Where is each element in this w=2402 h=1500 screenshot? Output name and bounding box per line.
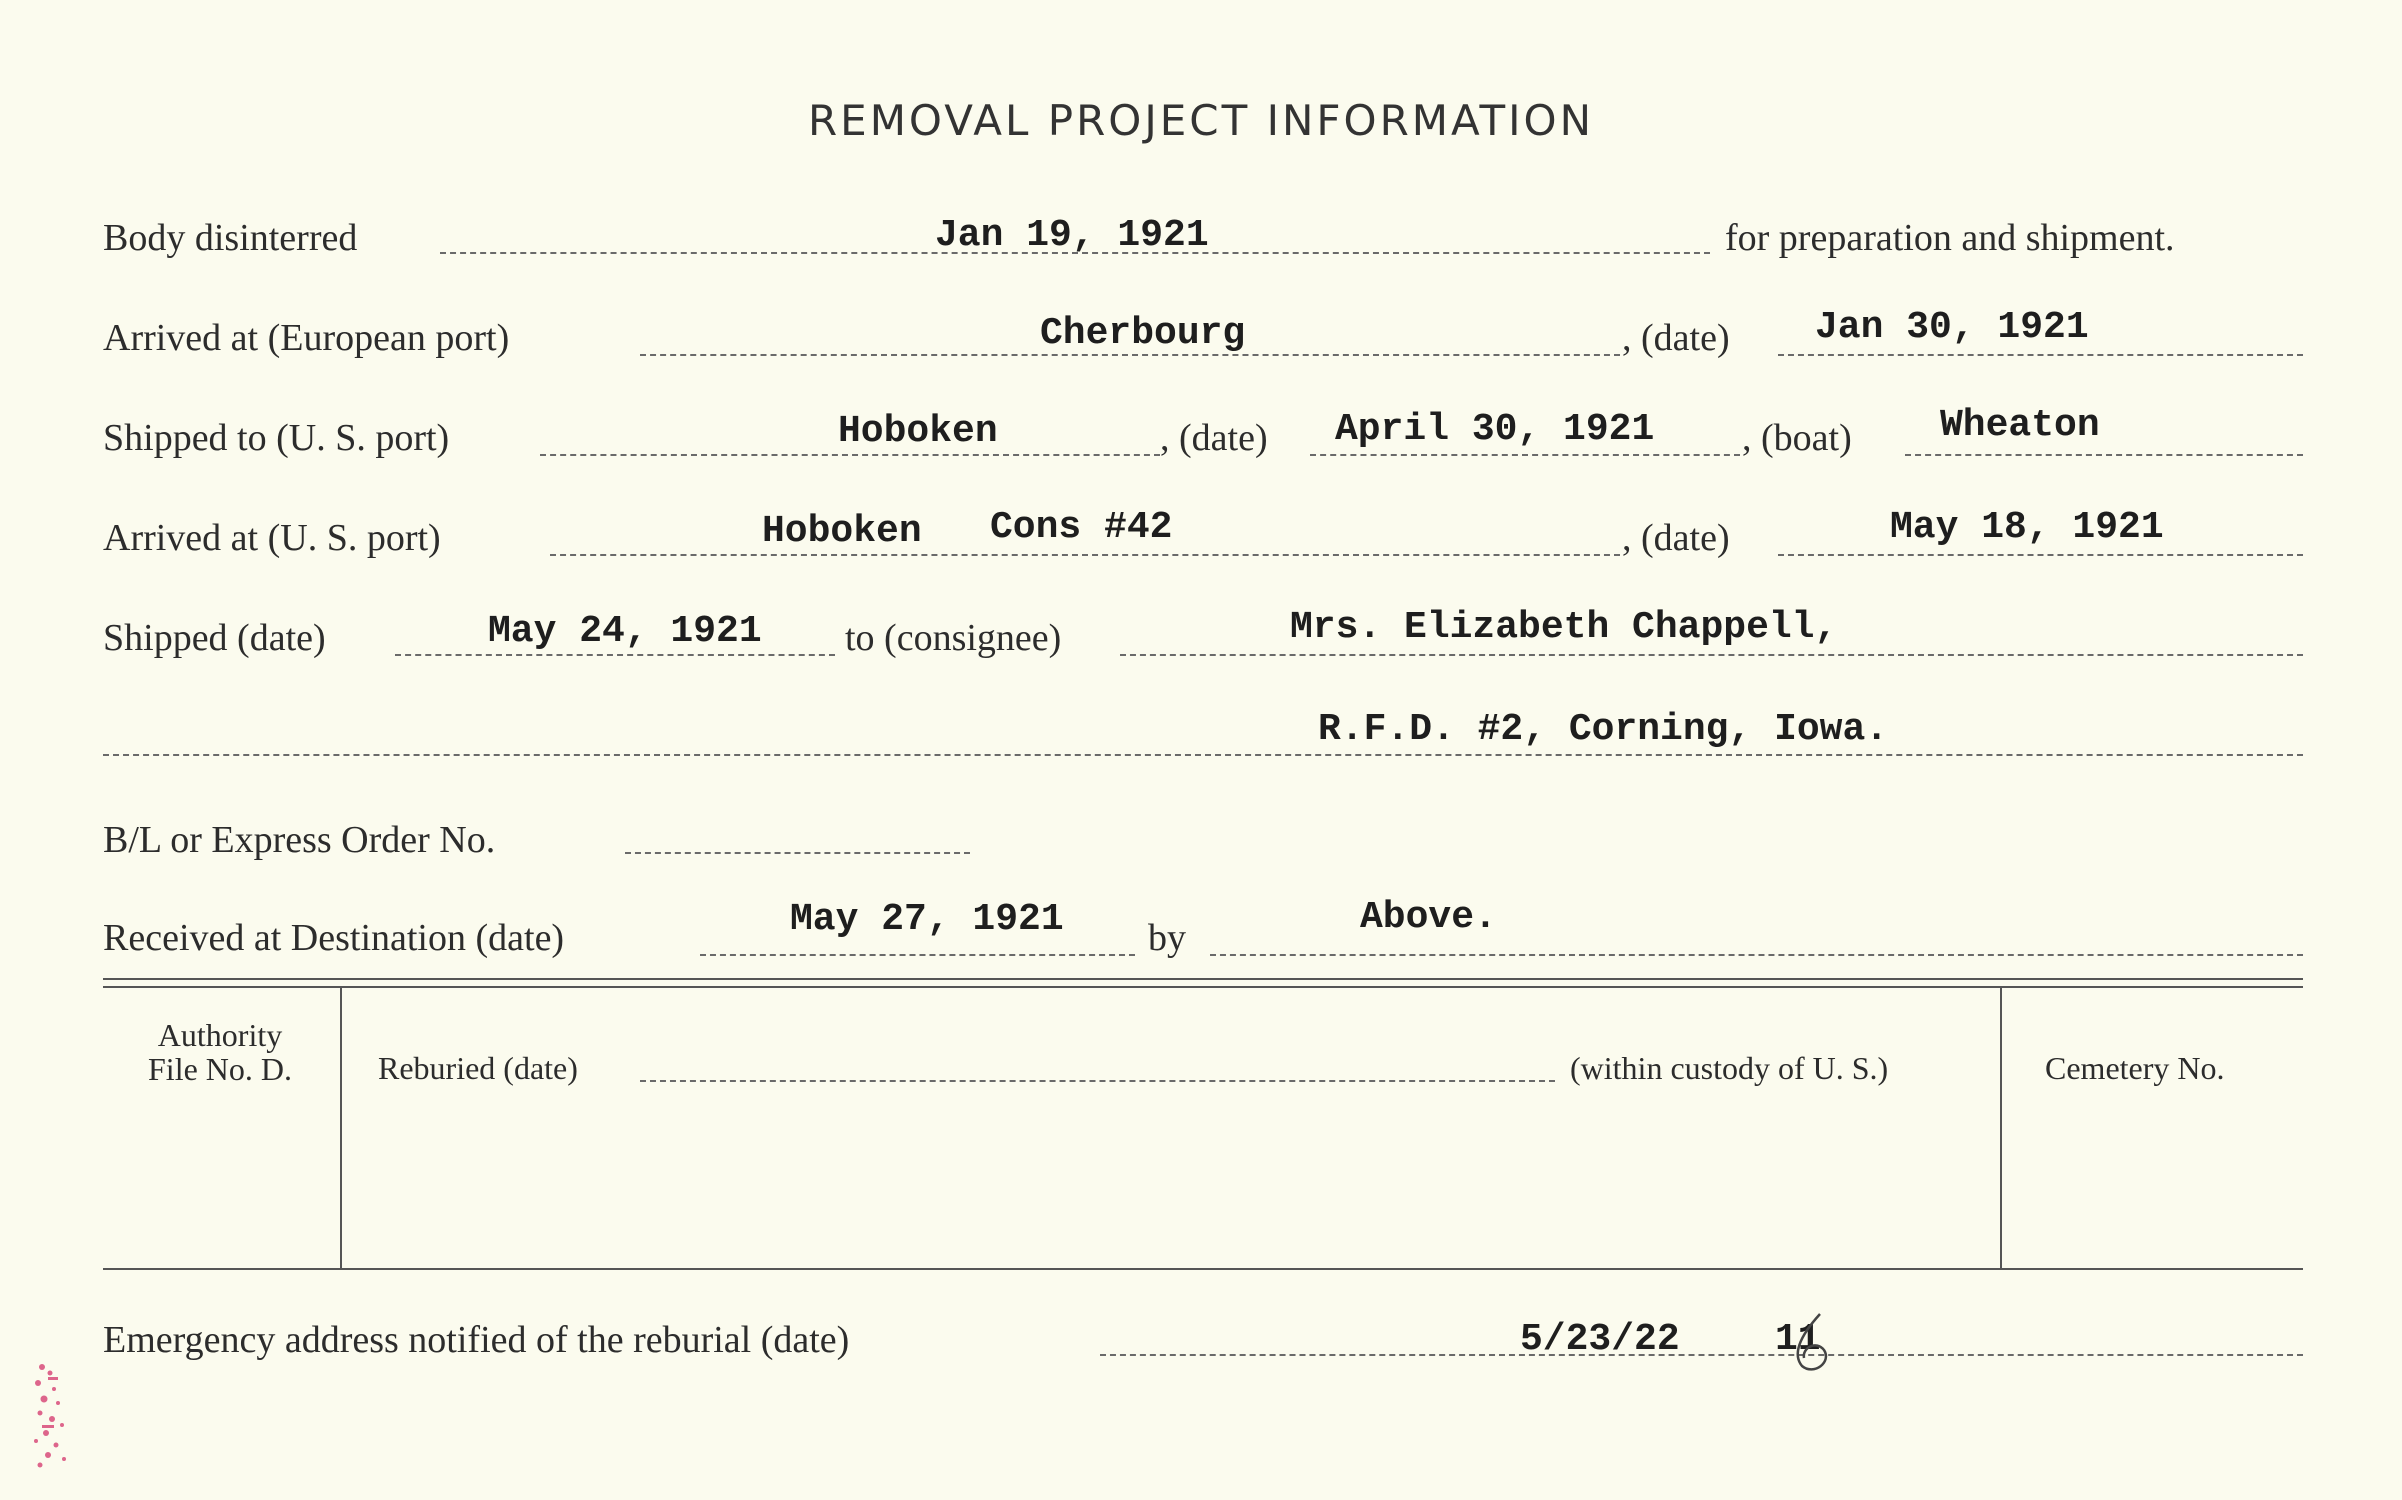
consignment-value: Cons #42 [990, 506, 1173, 549]
cemetery-no-label: Cemetery No. [2045, 1050, 2225, 1086]
emergency-date-value: 5/23/22 [1520, 1318, 1680, 1361]
us-arrived-date-label: , (date) [1622, 517, 1730, 559]
within-custody-label: (within custody of U. S.) [1570, 1050, 1889, 1086]
received-by-line [1210, 954, 2303, 956]
us-shipped-date-value: April 30, 1921 [1335, 408, 1655, 451]
european-date-line [1778, 354, 2303, 356]
european-date-label: , (date) [1622, 317, 1730, 359]
table-bottom-rule [103, 1268, 2303, 1270]
consignee-name-value: Mrs. Elizabeth Chappell, [1290, 606, 1838, 649]
european-date-value: Jan 30, 1921 [1815, 306, 2089, 349]
red-stamp-icon [28, 1355, 88, 1475]
consignee-line [1120, 654, 2303, 656]
consignee-address-value: R.F.D. #2, Corning, Iowa. [1318, 708, 1889, 751]
us-arrived-date-line [1778, 554, 2303, 556]
table-top-rule-1 [103, 978, 2303, 980]
disinterred-date-value: Jan 19, 1921 [935, 214, 1209, 257]
us-port-arrived-value: Hoboken [762, 510, 922, 553]
european-port-value: Cherbourg [1040, 312, 1246, 355]
emergency-address-label: Emergency address notified of the reburial (date) [103, 1319, 850, 1361]
bl-order-label: B/L or Express Order No. [103, 819, 496, 861]
arrived-european-label: Arrived at (European port) [103, 317, 510, 359]
for-preparation-label: for preparation and shipment. [1725, 217, 2175, 259]
boat-label: , (boat) [1742, 417, 1852, 459]
shipped-date-line [395, 654, 835, 656]
card-title: REMOVAL PROJECT INFORMATION [807, 96, 1595, 145]
boat-value: Wheaton [1940, 404, 2100, 447]
arrived-us-label: Arrived at (U. S. port) [103, 517, 441, 559]
reburied-date-line [640, 1080, 1555, 1082]
received-date-value: May 27, 1921 [790, 898, 1064, 941]
body-disinterred-label: Body disinterred [103, 217, 358, 259]
emergency-mark-value: 11 [1775, 1318, 1821, 1361]
us-port-arrived-line [550, 554, 1620, 556]
received-destination-label: Received at Destination (date) [103, 917, 565, 959]
handwritten-mark-icon [1780, 1306, 1860, 1376]
authority-file-label: Authority File No. D. [148, 1017, 292, 1087]
received-by-value: Above. [1360, 896, 1497, 939]
us-port-shipped-value: Hoboken [838, 410, 998, 453]
us-shipped-date-label: , (date) [1160, 417, 1268, 459]
shipped-date-value: May 24, 1921 [488, 610, 762, 653]
bl-order-line [625, 852, 970, 854]
received-date-line [700, 954, 1135, 956]
emergency-date-line [1100, 1354, 2303, 1356]
us-port-shipped-line [540, 454, 1160, 456]
by-label: by [1148, 917, 1186, 959]
table-top-rule-2 [103, 986, 2303, 988]
shipped-us-label: Shipped to (U. S. port) [103, 417, 450, 459]
consignee-address-line [103, 754, 2303, 756]
reburied-date-label: Reburied (date) [378, 1050, 578, 1086]
boat-line [1905, 454, 2303, 456]
consignee-label: to (consignee) [845, 617, 1062, 659]
shipped-date-label: Shipped (date) [103, 617, 326, 659]
us-arrived-date-value: May 18, 1921 [1890, 506, 2164, 549]
table-divider-left [340, 988, 342, 1268]
table-divider-right [2000, 988, 2002, 1268]
us-shipped-date-line [1310, 454, 1740, 456]
